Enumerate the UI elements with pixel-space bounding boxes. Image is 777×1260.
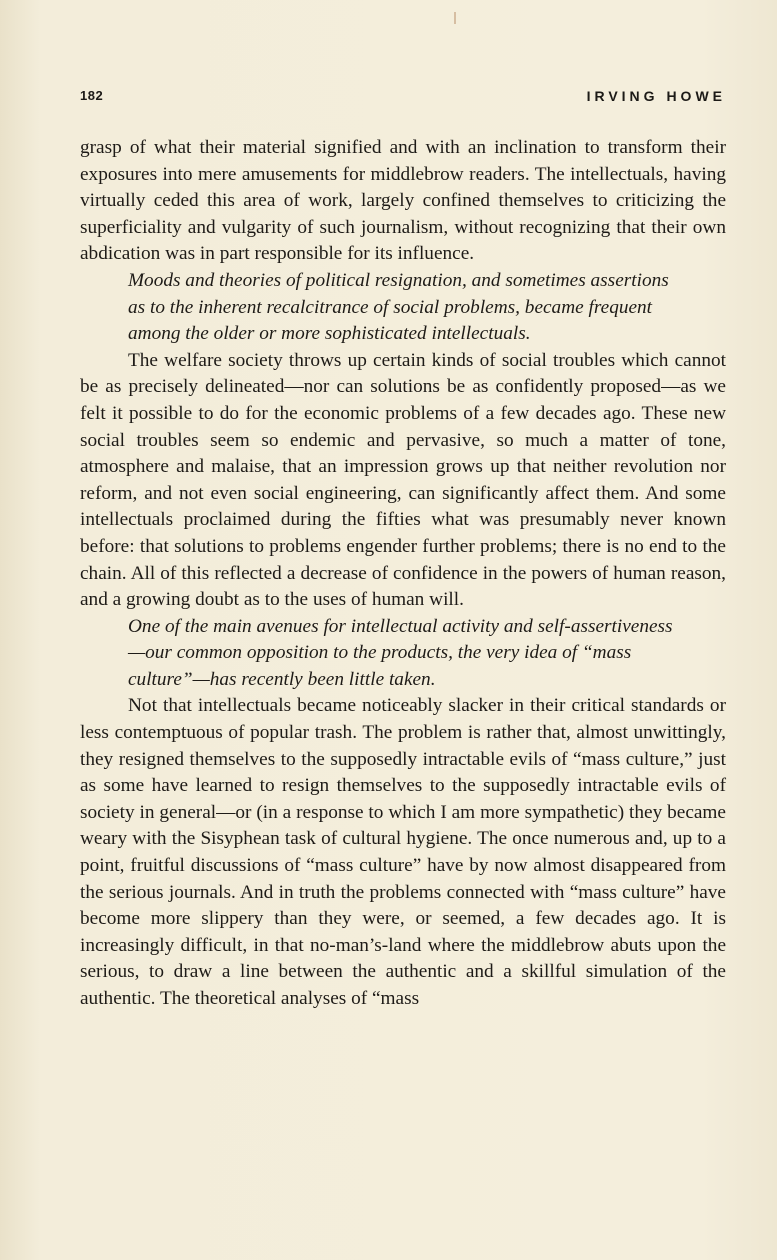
running-head-author: IRVING HOWE [586, 88, 726, 104]
thesis-statement: One of the main avenues for intellectual activity and self-assertiveness—our common opposition to the products, the very idea of “mass culture”—has recently been little taken. [128, 615, 673, 690]
paragraph: The welfare society throws up certain kinds of social troubles which cannot be as precisely delineated—nor can solutions be as confidently proposed—as we felt it possible to do for the economic problems of a few decades ago. These new social troubles seem so endemic and pervasive, so much a matter of tone, atmosphere and malaise, that an impression grows up that neither revolution nor reform, and not even social engineering, can significantly affect them. And some intellectuals proclaimed during the fifties what was presumably never known before: that solutions to problems engender further problems; there is no end to the chain. All of this reflected a decrease of confidence in the powers of human reason, and a growing doubt as to the uses of human will. [80, 349, 726, 611]
running-head [80, 88, 726, 108]
paragraph: Not that intellectuals became noticeably slacker in their critical standards or less contemptuous of popular trash. The problem is rather that, almost unwittingly, they resigned themselves to the supposedly intractable evils of “mass culture,” just as some have learned to resign themselves to the supposedly intractable evils of society in general—or (in a response to which I am more sympathetic) they became weary with the Sisyphean task of cultural hygiene. The once numerous and, up to a point, fruitful discussions of “mass culture” have by now almost disappeared from the serious journals. And in truth the problems connected with “mass culture” have become more slippery than they were, or seemed, a few decades ago. It is increasingly difficult, in that no-man’s-land where the middlebrow abuts upon the serious, to draw a line between the authentic and a skillful simulation of the authentic. The theoretical analyses of “mass [80, 695, 726, 1009]
thesis-statement: Moods and theories of political resignation, and sometimes assertions as to the inherent recalcitrance of social problems, became frequent among the older or more sophisticated intellectuals. [128, 269, 669, 345]
ink-mark [454, 12, 456, 24]
page-number: 182 [80, 88, 104, 103]
paragraph: grasp of what their material signified and with an inclination to transform their exposures into mere amusements for middlebrow readers. The intellectuals, having virtually ceded this area of work, largely confined themselves to criticizing the superficiality and vulgarity of such journalism, without recognizing that their own abdication was in part responsible for its influence. [80, 137, 726, 265]
body-text [80, 135, 726, 1013]
